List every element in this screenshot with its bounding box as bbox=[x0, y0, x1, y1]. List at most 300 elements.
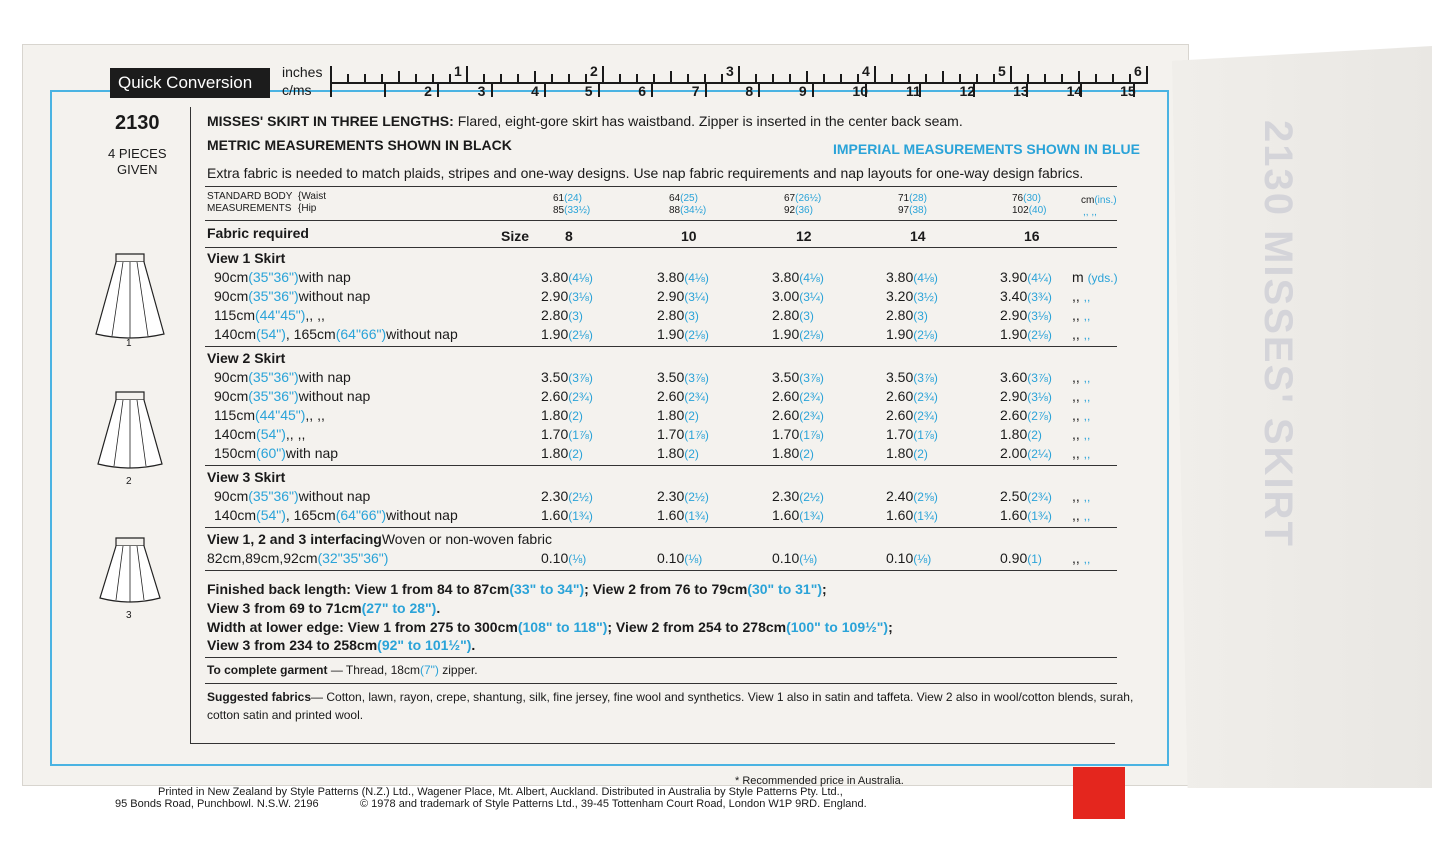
row-metric-width: 90cm bbox=[214, 288, 249, 304]
finished-3c: ; View 2 from 254 to 278cm bbox=[607, 619, 787, 635]
pieces-count: 4 PIECES bbox=[108, 146, 167, 161]
body-waist-value: 71 bbox=[898, 193, 910, 204]
body-hip-3 bbox=[898, 205, 927, 216]
inch-tick bbox=[636, 74, 638, 82]
fabric-value bbox=[1000, 388, 1052, 404]
flap-bleed-text: 2130 MISSES' SKIRT bbox=[1256, 120, 1300, 548]
row-metric-width: 140cm bbox=[214, 507, 257, 523]
row-metric-width: 115cm bbox=[214, 307, 255, 323]
fabric-metric: 1.70 bbox=[541, 426, 569, 442]
fabric-value bbox=[772, 445, 814, 461]
fabric-imperial: (2) bbox=[913, 447, 928, 461]
finished-line-1 bbox=[207, 581, 827, 597]
row-imperial-width-2: (64"66") bbox=[335, 326, 387, 342]
fabric-value bbox=[772, 507, 824, 523]
row-suffix: ,, ,, bbox=[305, 307, 325, 323]
finished-1e: ; bbox=[822, 581, 827, 597]
fabric-metric: 2.60 bbox=[772, 388, 800, 404]
fabric-imperial: (2¾) bbox=[799, 409, 824, 423]
row-suffix: ,, ,, bbox=[285, 426, 306, 442]
unit-metric: ,, bbox=[1072, 445, 1080, 461]
row-label bbox=[214, 445, 338, 461]
inch-tick bbox=[568, 74, 570, 82]
fabric-value bbox=[1000, 326, 1052, 342]
body-hip-value: 88 bbox=[669, 205, 681, 216]
body-waist-3 bbox=[898, 193, 927, 204]
fabric-imperial: (1⅞) bbox=[684, 428, 709, 442]
fabric-value bbox=[886, 269, 938, 285]
row-metric-width: 90cm bbox=[214, 488, 249, 504]
fabric-metric: 1.80 bbox=[541, 407, 569, 423]
unit-metric: m bbox=[1072, 269, 1084, 285]
style-description: Flared, eight-gore skirt has waistband. Zipper is inserted in the center back seam. bbox=[457, 113, 963, 129]
body-hip-value: 85 bbox=[553, 205, 565, 216]
fabric-value bbox=[886, 369, 938, 385]
unit-imperial: ,, bbox=[1083, 390, 1091, 404]
row-suffix: with nap bbox=[298, 369, 351, 385]
row-suffix-2: without nap bbox=[386, 507, 458, 523]
finished-1a: Finished back length: View 1 from 84 to 87cm bbox=[207, 581, 510, 597]
fabric-metric: 2.90 bbox=[1000, 307, 1028, 323]
complete-label: To complete garment bbox=[207, 663, 328, 677]
section-title: View 3 Skirt bbox=[207, 469, 286, 485]
skirt-label-3: 3 bbox=[126, 610, 132, 621]
cm-mark: 2 bbox=[424, 83, 432, 99]
rule-complete bbox=[205, 683, 1117, 684]
unit-imperial: ,, bbox=[1083, 447, 1091, 461]
unit-imperial: ,, bbox=[1083, 509, 1091, 523]
cm-mark: 10 bbox=[852, 83, 868, 99]
fabric-value bbox=[541, 269, 593, 285]
complete-text: — Thread, 18cm bbox=[330, 663, 420, 677]
body-waist-inches: (25) bbox=[680, 193, 698, 204]
rule-1 bbox=[205, 186, 1117, 187]
cm-mark: 11 bbox=[905, 83, 921, 99]
suggested-label: Suggested fabrics bbox=[207, 690, 312, 704]
unit-metric: ,, bbox=[1072, 307, 1080, 323]
fabric-metric: 3.90 bbox=[1000, 269, 1028, 285]
rule-2 bbox=[205, 220, 1117, 221]
cm-tick bbox=[437, 83, 439, 97]
fabric-imperial: (4⅛) bbox=[684, 271, 709, 285]
cm-tick bbox=[491, 83, 493, 97]
inch-tick bbox=[823, 74, 825, 82]
row-imperial-width: (54") bbox=[256, 326, 286, 342]
pieces-given-label: GIVEN bbox=[117, 162, 158, 177]
fabric-value bbox=[657, 369, 709, 385]
fabric-metric: 2.50 bbox=[1000, 488, 1028, 504]
body-waist-1 bbox=[669, 193, 698, 204]
fabric-value bbox=[541, 326, 593, 342]
body-hip-value: 92 bbox=[784, 205, 796, 216]
finished-2b: (27" to 28") bbox=[361, 600, 437, 616]
body-waist-inches: (30) bbox=[1023, 193, 1041, 204]
finished-2a: View 3 from 69 to 71cm bbox=[207, 600, 362, 616]
fabric-metric: 2.30 bbox=[772, 488, 800, 504]
fabric-imperial: (2½) bbox=[684, 490, 709, 504]
fabric-value bbox=[541, 507, 593, 523]
fabric-imperial: (2¾) bbox=[913, 390, 938, 404]
inch-tick bbox=[330, 66, 332, 82]
fabric-value bbox=[541, 550, 586, 566]
cm-tick bbox=[758, 83, 760, 97]
body-waist-value: 76 bbox=[1012, 193, 1024, 204]
fabric-value bbox=[1000, 426, 1042, 442]
unit-metric: ,, bbox=[1072, 550, 1080, 566]
fabric-value bbox=[1000, 550, 1042, 566]
fabric-value bbox=[541, 426, 593, 442]
metric-note: METRIC MEASUREMENTS SHOWN IN BLACK bbox=[207, 137, 512, 153]
unit-cell bbox=[1072, 507, 1090, 523]
fabric-value bbox=[886, 288, 938, 304]
fabric-metric: 1.70 bbox=[772, 426, 800, 442]
interfacing-imperial: (32"35"36") bbox=[317, 550, 389, 566]
fabric-imperial: (1¾) bbox=[684, 509, 709, 523]
unit-cell bbox=[1072, 550, 1090, 566]
fabric-value bbox=[886, 307, 928, 323]
inch-tick bbox=[551, 74, 553, 82]
finished-3e: ; bbox=[888, 619, 893, 635]
complete-garment bbox=[207, 663, 478, 677]
skirt-view-3-illustration bbox=[90, 532, 170, 612]
inch-tick bbox=[993, 74, 995, 82]
finished-4b: (92" to 101½") bbox=[377, 637, 472, 653]
cm-mark: 12 bbox=[959, 83, 976, 99]
fabric-value bbox=[772, 326, 824, 342]
rule-finished bbox=[205, 657, 1117, 658]
row-metric-width: 140cm bbox=[214, 426, 257, 442]
body-waist-inches: (26½) bbox=[795, 193, 822, 204]
quick-conversion-label: Quick Conversion bbox=[110, 68, 270, 98]
row-metric-width: 150cm bbox=[214, 445, 257, 461]
body-label-2: MEASUREMENTS bbox=[207, 203, 292, 214]
fabric-imperial: (2¾) bbox=[913, 409, 938, 423]
fabric-metric: 2.60 bbox=[541, 388, 569, 404]
fabric-imperial: (2⅛) bbox=[799, 328, 824, 342]
cm-tick bbox=[384, 83, 386, 97]
fabric-value bbox=[1000, 407, 1052, 423]
cm-mark: 7 bbox=[691, 83, 700, 99]
inch-tick bbox=[534, 71, 536, 82]
unit-metric: ,, bbox=[1072, 426, 1080, 442]
fabric-value bbox=[657, 507, 709, 523]
fabric-value bbox=[541, 288, 593, 304]
pieces-given bbox=[108, 146, 167, 178]
cm-mark: 13 bbox=[1013, 83, 1029, 99]
fabric-imperial: (3⅛) bbox=[1027, 309, 1052, 323]
fabric-value bbox=[1000, 307, 1052, 323]
description-line bbox=[207, 113, 963, 129]
unit-metric: ,, bbox=[1072, 488, 1080, 504]
unit-imperial: ,, bbox=[1083, 552, 1091, 566]
unit-cell bbox=[1072, 388, 1090, 404]
fabric-imperial: (⅛) bbox=[799, 552, 818, 566]
pattern-number: 2130 bbox=[115, 112, 160, 134]
fabric-value bbox=[772, 307, 814, 323]
hip-word: Hip bbox=[301, 203, 317, 214]
unit-metric: ,, bbox=[1072, 507, 1080, 523]
inch-tick bbox=[347, 74, 349, 82]
fabric-value bbox=[541, 369, 593, 385]
fabric-metric: 1.90 bbox=[886, 326, 914, 342]
unit-cell bbox=[1072, 269, 1118, 285]
complete-blue: (7") bbox=[419, 663, 439, 677]
finished-4a: View 3 from 234 to 258cm bbox=[207, 637, 378, 653]
cm-tick bbox=[330, 83, 332, 97]
inch-tick bbox=[857, 74, 859, 82]
body-hip-4 bbox=[1012, 205, 1046, 216]
fabric-metric: 1.60 bbox=[541, 507, 569, 523]
fabric-imperial: (⅛) bbox=[684, 552, 703, 566]
cm-tick bbox=[544, 83, 546, 97]
fabric-value bbox=[541, 445, 583, 461]
finished-line-4 bbox=[207, 637, 475, 653]
recommended-price: * Recommended price in Australia. bbox=[735, 775, 904, 787]
fabric-metric: 1.90 bbox=[657, 326, 685, 342]
body-hip-inches: (40) bbox=[1028, 205, 1047, 216]
ruler-cms-label: c/ms bbox=[282, 82, 312, 98]
fabric-value bbox=[772, 426, 824, 442]
envelope-flap bbox=[1172, 46, 1432, 788]
finished-line-2 bbox=[207, 600, 440, 616]
row-metric-width: 90cm bbox=[214, 369, 249, 385]
cm-mark: 15 bbox=[1120, 83, 1136, 99]
size-header: 16 bbox=[1024, 228, 1040, 244]
footer-line-1: Printed in New Zealand by Style Patterns (N.Z.) Ltd., Wagener Place, Mt. Albert, Auckland. Distributed in Australia by Style Patterns Pty. Ltd., bbox=[158, 786, 843, 798]
fabric-metric: 2.60 bbox=[886, 407, 914, 423]
fabric-imperial: (1¾) bbox=[799, 509, 824, 523]
inch-tick bbox=[602, 66, 604, 82]
inch-tick bbox=[1027, 74, 1029, 82]
fabric-value bbox=[657, 388, 709, 404]
style-title: MISSES' SKIRT IN THREE LENGTHS: bbox=[207, 113, 454, 129]
fabric-value bbox=[657, 326, 709, 342]
cm-mark: 4 bbox=[531, 83, 539, 99]
row-suffix: , 165cm bbox=[285, 507, 336, 523]
fabric-value bbox=[886, 388, 938, 404]
unit-imperial: ,, bbox=[1083, 290, 1091, 304]
fabric-value bbox=[541, 307, 583, 323]
inch-tick bbox=[789, 74, 791, 82]
cm-mark: 9 bbox=[798, 83, 807, 99]
row-suffix: without nap bbox=[298, 288, 371, 304]
inch-tick bbox=[738, 66, 740, 82]
body-waist-inches: (28) bbox=[909, 193, 927, 204]
cm-tick bbox=[705, 83, 707, 97]
inch-tick bbox=[500, 74, 502, 82]
rule-3 bbox=[205, 247, 1117, 248]
unit-metric: ,, bbox=[1072, 407, 1080, 423]
fabric-imperial: (3¼) bbox=[799, 290, 824, 304]
fabric-imperial: (2⅞) bbox=[1027, 409, 1052, 423]
row-imperial-width: (44"45") bbox=[254, 307, 306, 323]
row-imperial-width: (54") bbox=[256, 426, 286, 442]
divider-bottom bbox=[190, 743, 1115, 744]
inch-tick bbox=[925, 74, 927, 82]
body-hip-label: {Hip bbox=[298, 203, 317, 214]
inch-tick bbox=[721, 74, 723, 82]
section-rule bbox=[205, 465, 1117, 466]
unit-metric: ,, bbox=[1072, 388, 1080, 404]
fabric-imperial: (2) bbox=[684, 447, 699, 461]
fabric-imperial: (3¼) bbox=[684, 290, 709, 304]
fabric-imperial: (1⅞) bbox=[568, 428, 593, 442]
fabric-value bbox=[772, 488, 824, 504]
finished-3b: (108" to 118") bbox=[517, 619, 608, 635]
inch-tick bbox=[942, 71, 944, 82]
body-units-ins: (ins.) bbox=[1094, 195, 1117, 206]
row-label bbox=[214, 369, 351, 385]
fabric-metric: 3.80 bbox=[541, 269, 569, 285]
fabric-imperial: (4⅛) bbox=[913, 271, 938, 285]
size-header: 14 bbox=[910, 228, 926, 244]
fabric-value bbox=[886, 488, 938, 504]
inch-tick bbox=[517, 74, 519, 82]
fabric-value bbox=[886, 550, 931, 566]
footer-line-2b: © 1978 and trademark of Style Patterns Ltd., 39-45 Tottenham Court Road, London W1P 9RD. England. bbox=[360, 798, 867, 810]
imperial-note: IMPERIAL MEASUREMENTS SHOWN IN BLUE bbox=[833, 141, 1140, 157]
finished-line-3 bbox=[207, 619, 893, 635]
inch-mark: 4 bbox=[862, 63, 870, 79]
body-waist-4 bbox=[1012, 193, 1041, 204]
inch-tick bbox=[585, 74, 587, 82]
inch-tick bbox=[755, 74, 757, 82]
inch-tick bbox=[1010, 66, 1012, 82]
row-metric-width: 115cm bbox=[214, 407, 255, 423]
body-hip-inches: (36) bbox=[795, 205, 813, 216]
fabric-value bbox=[772, 288, 824, 304]
inch-tick bbox=[449, 74, 451, 82]
fabric-metric: 0.90 bbox=[1000, 550, 1028, 566]
row-imperial-width: (60") bbox=[256, 445, 286, 461]
fabric-metric: 2.00 bbox=[1000, 445, 1028, 461]
body-hip-value: 102 bbox=[1012, 205, 1029, 216]
fabric-metric: 2.80 bbox=[886, 307, 914, 323]
fabric-imperial: (3⅞) bbox=[799, 371, 824, 385]
fabric-value bbox=[657, 269, 709, 285]
fabric-metric: 0.10 bbox=[541, 550, 569, 566]
unit-metric: ,, bbox=[1072, 326, 1080, 342]
fabric-metric: 2.80 bbox=[541, 307, 569, 323]
divider-vertical bbox=[190, 107, 191, 744]
inch-tick bbox=[653, 74, 655, 82]
fabric-metric: 3.80 bbox=[657, 269, 685, 285]
unit-cell bbox=[1072, 488, 1090, 504]
fabric-imperial: (1⅞) bbox=[799, 428, 824, 442]
unit-cell bbox=[1072, 369, 1090, 385]
finished-4c: . bbox=[471, 637, 476, 653]
fabric-metric: 3.50 bbox=[772, 369, 800, 385]
fabric-metric: 1.80 bbox=[657, 407, 685, 423]
inch-tick bbox=[1078, 71, 1080, 82]
inch-tick bbox=[959, 74, 961, 82]
fabric-metric: 3.80 bbox=[772, 269, 800, 285]
fabric-value bbox=[1000, 288, 1052, 304]
fabric-imperial: (1¾) bbox=[568, 509, 593, 523]
section-title: View 1 Skirt bbox=[207, 250, 286, 266]
fabric-metric: 1.90 bbox=[772, 326, 800, 342]
row-label bbox=[214, 288, 370, 304]
inch-tick bbox=[874, 66, 876, 82]
fabric-metric: 2.40 bbox=[886, 488, 914, 504]
section-rule bbox=[205, 527, 1117, 528]
inch-tick bbox=[840, 74, 842, 82]
fabric-metric: 2.90 bbox=[657, 288, 685, 304]
size-heading: Size bbox=[501, 228, 530, 244]
fabric-value bbox=[886, 407, 938, 423]
skirt-label-1: 1 bbox=[126, 338, 132, 349]
fabric-imperial: (4¼) bbox=[1027, 271, 1052, 285]
row-imperial-width: (35"36") bbox=[248, 269, 299, 285]
finished-1d: (30" to 31") bbox=[747, 581, 823, 597]
interfacing-title-line bbox=[207, 531, 552, 547]
finished-1c: ; View 2 from 76 to 79cm bbox=[584, 581, 748, 597]
row-imperial-width-2: (64"66") bbox=[335, 507, 387, 523]
body-waist-2 bbox=[784, 193, 821, 204]
body-hip-inches: (33½) bbox=[564, 205, 591, 216]
inch-tick bbox=[1112, 74, 1114, 82]
fabric-imperial: (1⅞) bbox=[913, 428, 938, 442]
inch-tick bbox=[432, 74, 434, 82]
inch-tick bbox=[1061, 74, 1063, 82]
cm-mark: 14 bbox=[1066, 83, 1083, 99]
fabric-required-heading: Fabric required bbox=[207, 225, 309, 241]
fabric-imperial: (2¾) bbox=[568, 390, 593, 404]
row-imperial-width: (35"36") bbox=[248, 288, 299, 304]
inch-tick bbox=[466, 66, 468, 82]
unit-imperial: ,, bbox=[1083, 328, 1091, 342]
row-suffix: ,, ,, bbox=[305, 407, 325, 423]
inch-tick bbox=[1095, 74, 1097, 82]
skirt-view-2-illustration bbox=[90, 386, 170, 476]
fabric-value bbox=[541, 388, 593, 404]
fabric-imperial: (2) bbox=[568, 409, 583, 423]
fabric-value bbox=[541, 488, 593, 504]
fabric-imperial: (1¾) bbox=[1027, 509, 1052, 523]
fabric-imperial: (2¼) bbox=[1027, 447, 1052, 461]
inch-mark: 2 bbox=[590, 63, 598, 79]
body-units-cm: cm bbox=[1081, 195, 1095, 206]
fabric-metric: 1.90 bbox=[1000, 326, 1028, 342]
inch-mark: 3 bbox=[726, 63, 734, 79]
fabric-metric: 3.20 bbox=[886, 288, 914, 304]
finished-2c: . bbox=[436, 600, 441, 616]
interfacing-widths bbox=[207, 550, 388, 566]
fabric-metric: 1.60 bbox=[657, 507, 685, 523]
interfacing-rule bbox=[205, 570, 1117, 571]
fabric-imperial: (⅛) bbox=[913, 552, 932, 566]
row-suffix: , 165cm bbox=[285, 326, 336, 342]
fabric-value bbox=[886, 326, 938, 342]
inch-tick bbox=[806, 71, 808, 82]
fabric-value bbox=[541, 407, 583, 423]
fabric-value bbox=[772, 550, 817, 566]
fabric-metric: 3.40 bbox=[1000, 288, 1028, 304]
unit-metric: ,, bbox=[1072, 369, 1080, 385]
row-imperial-width: (35"36") bbox=[248, 388, 299, 404]
inch-tick bbox=[483, 74, 485, 82]
row-label bbox=[214, 307, 325, 323]
fabric-imperial: (3½) bbox=[913, 290, 938, 304]
fabric-imperial: (2¾) bbox=[799, 390, 824, 404]
finished-3d: (100" to 109½") bbox=[786, 619, 889, 635]
inch-tick bbox=[619, 74, 621, 82]
size-header: 12 bbox=[796, 228, 812, 244]
inch-tick bbox=[976, 74, 978, 82]
fabric-metric: 1.80 bbox=[886, 445, 914, 461]
fabric-metric: 2.30 bbox=[541, 488, 569, 504]
unit-imperial: ,, bbox=[1083, 371, 1091, 385]
